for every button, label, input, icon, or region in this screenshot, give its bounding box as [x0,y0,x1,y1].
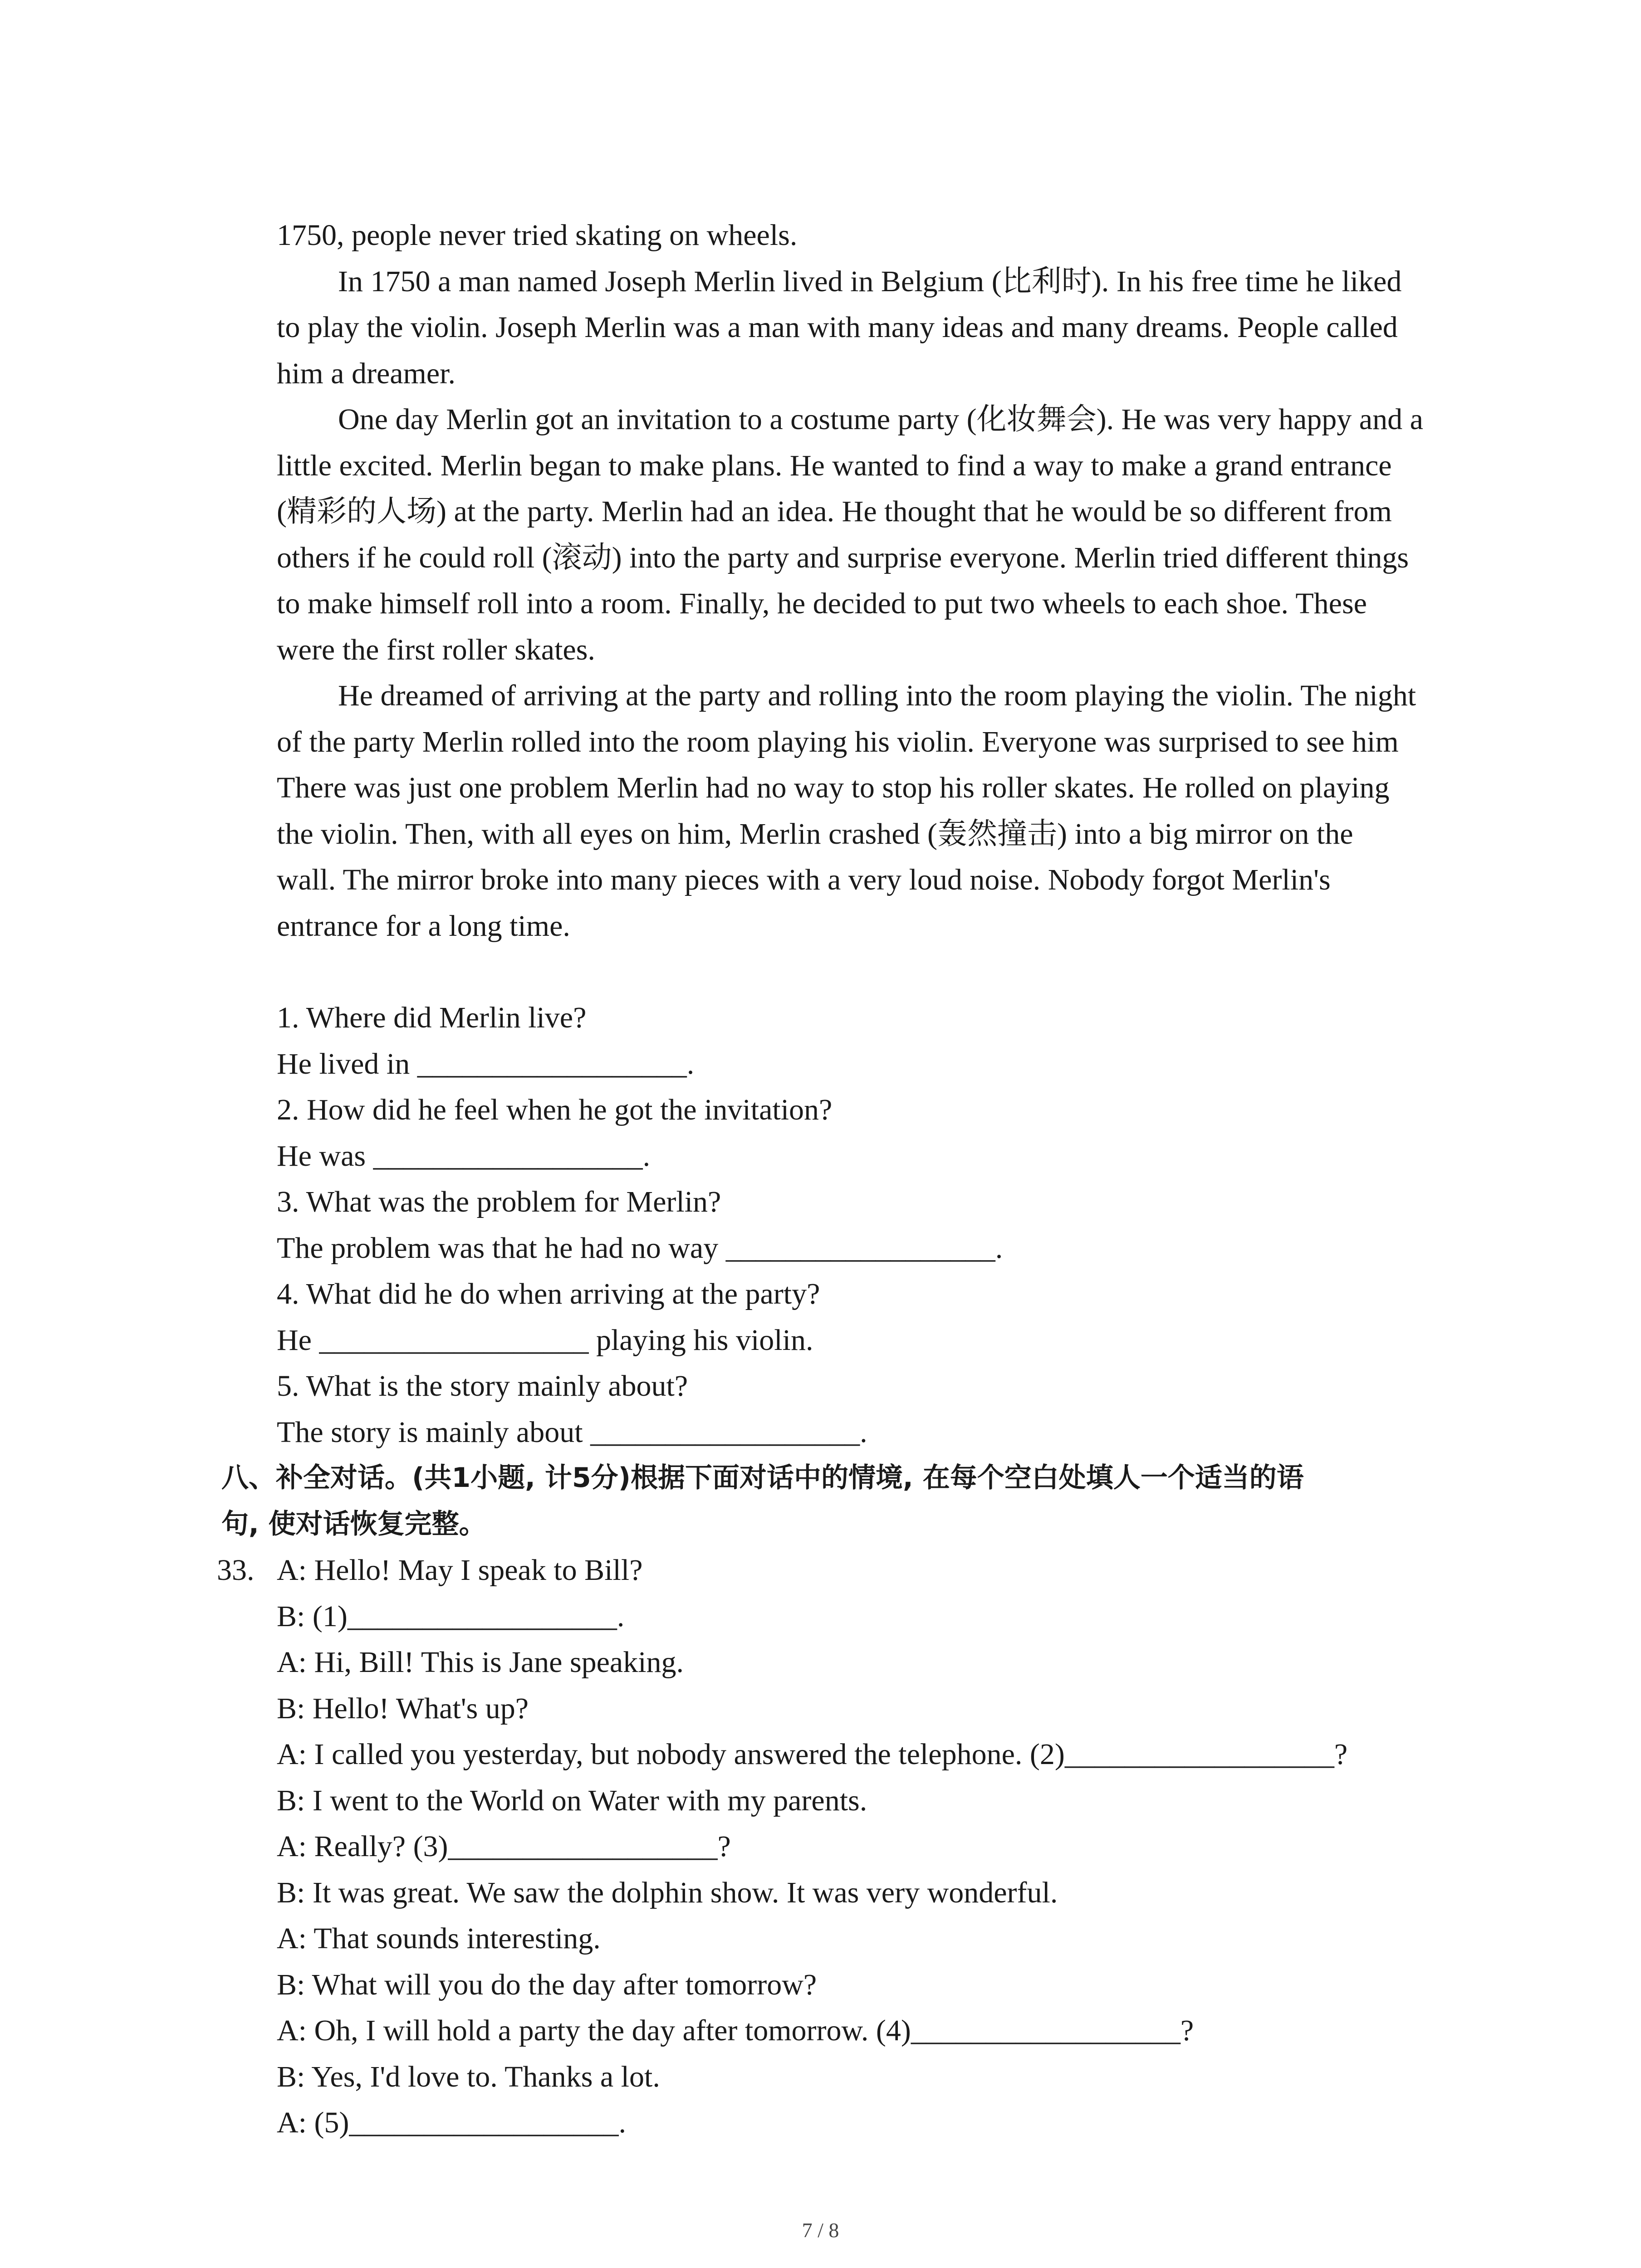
passage-line: were the first roller skates. [277,633,595,666]
dialogue-line: B: Hello! What's up? [277,1691,529,1725]
dialogue-line: B: (1)__________________. [277,1599,625,1633]
passage-line: entrance for a long time. [277,909,570,943]
passage-line: others if he could roll (滚动) into the party and surprise everyone. Merlin tried different things [277,541,1409,574]
answer-line: He lived in __________________. [277,1047,695,1080]
passage-line: One day Merlin got an invitation to a costume party (化妆舞会). He was very happy and a [338,403,1423,436]
passage-line: little excited. Merlin began to make plans. He wanted to find a way to make a grand entrance [277,449,1392,482]
passage-line: (精彩的人场) at the party. Merlin had an idea. He thought that he would be so different from [277,495,1392,528]
dialogue-line: B: It was great. We saw the dolphin show. It was very wonderful. [277,1876,1058,1909]
answer-line: The problem was that he had no way __________________. [277,1231,1003,1265]
passage-line: 1750, people never tried skating on wheels. [277,219,798,252]
dialogue-line: A: Really? (3)__________________? [277,1830,731,1863]
passage-line: In 1750 a man named Joseph Merlin lived in Belgium (比利时). In his free time he liked [338,264,1402,298]
section-heading-line: 句, 使对话恢复完整。 [221,1508,486,1540]
passage-line: of the party Merlin rolled into the room playing his violin. Everyone was surprised to see him [277,725,1399,758]
dialogue-line: A: That sounds interesting. [277,1922,601,1955]
passage-line: to play the violin. Joseph Merlin was a man with many ideas and many dreams. People called [277,311,1398,344]
question-line: 5. What is the story mainly about? [277,1369,688,1403]
section-heading [221,1455,1492,1547]
answer-line: The story is mainly about __________________. [277,1415,867,1449]
dialogue-line: B: I went to the World on Water with my parents. [277,1784,867,1817]
dialogue-line: B: What will you do the day after tomorrow? [277,1968,817,2001]
page-content [217,212,1465,2146]
dialogue-line: A: Hi, Bill! This is Jane speaking. [277,1646,684,1679]
question-number: 33. [217,1554,255,1587]
section-heading-line: 八、补全对话。(共1小题, 计5分)根据下面对话中的情境, 在每个空白处填人一个适当的语 [221,1462,1304,1494]
question-line: 3. What was the problem for Merlin? [277,1185,721,1218]
dialogue-block [217,1547,1465,2146]
passage-line: He dreamed of arriving at the party and rolling into the room playing the violin. The night [338,679,1416,712]
passage-line: the violin. Then, with all eyes on him, Merlin crashed (轰然撞击) into a big mirror on the [277,817,1353,850]
dialogue-line: A: (5)__________________. [277,2106,626,2139]
dialogue-line: A: Hello! May I speak to Bill? [277,1554,643,1587]
question-line: 2. How did he feel when he got the invitation? [277,1093,833,1126]
passage-line: There was just one problem Merlin had no way to stop his roller skates. He rolled on playing [277,771,1390,804]
passage-line: him a dreamer. [277,357,456,390]
dialogue-line: B: Yes, I'd love to. Thanks a lot. [277,2060,660,2093]
passage-line: to make himself roll into a room. Finally, he decided to put two wheels to each shoe. These [277,587,1367,620]
dialogue-line: A: I called you yesterday, but nobody answered the telephone. (2)__________________? [277,1738,1348,1771]
answer-line: He was __________________. [277,1139,651,1173]
question-line: 4. What did he do when arriving at the party? [277,1277,820,1310]
passage-line: wall. The mirror broke into many pieces with a very loud noise. Nobody forgot Merlin's [277,863,1331,896]
answer-line: He __________________ playing his violin. [277,1323,813,1357]
question-line: 1. Where did Merlin live? [277,1001,587,1034]
page-number: 7 / 8 [802,2219,839,2242]
spacer [277,949,1465,995]
dialogue-line: A: Oh, I will hold a party the day after tomorrow. (4)__________________? [277,2014,1194,2047]
